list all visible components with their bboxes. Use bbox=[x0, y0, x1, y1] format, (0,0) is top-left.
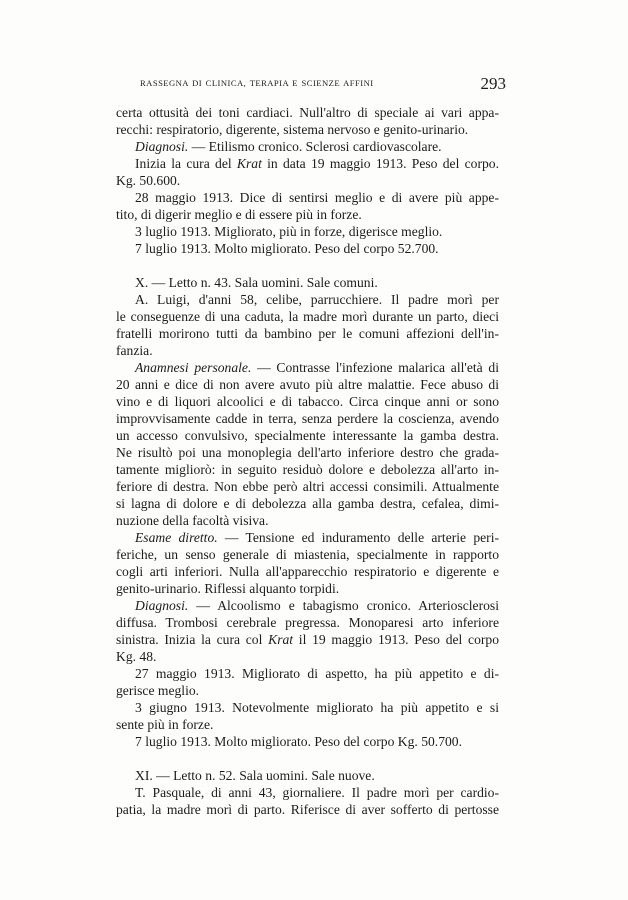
text-line bbox=[116, 631, 499, 648]
text-segment: un accesso convulsivo, specialmente interessante la gamba destra. bbox=[116, 428, 499, 443]
paragraph bbox=[116, 274, 499, 291]
italic-text: Diagnosi. bbox=[135, 139, 189, 154]
text-line bbox=[116, 784, 499, 801]
text-line bbox=[116, 648, 499, 665]
text-segment: fanzia. bbox=[116, 343, 153, 358]
text-line bbox=[116, 614, 499, 631]
text-segment: patia, la madre morì di parto. Riferisce di aver sofferto di pertosse bbox=[116, 802, 499, 817]
text-line bbox=[116, 274, 499, 291]
text-line bbox=[116, 427, 499, 444]
paragraph bbox=[116, 189, 499, 223]
text-line bbox=[116, 138, 499, 155]
section-gap bbox=[116, 257, 499, 274]
text-line bbox=[116, 121, 499, 138]
italic-text: Krat bbox=[268, 632, 294, 647]
text-line bbox=[116, 359, 499, 376]
text-line bbox=[116, 240, 499, 257]
text-segment: — Etilismo cronico. Sclerosi cardiovascolare. bbox=[188, 139, 442, 154]
text-line bbox=[116, 597, 499, 614]
italic-text: Krat bbox=[236, 156, 262, 171]
text-segment: diffusa. Trombosi cerebrale pregressa. Monoparesi arto inferiore bbox=[116, 615, 499, 630]
text-line bbox=[116, 478, 499, 495]
text-line bbox=[116, 580, 499, 597]
text-line bbox=[116, 172, 499, 189]
text-line bbox=[116, 716, 499, 733]
text-segment: T. Pasquale, di anni 43, giornaliere. Il padre morì per cardio- bbox=[135, 785, 499, 800]
text-segment: 27 maggio 1913. Migliorato di aspetto, ha più appetito e di- bbox=[135, 666, 499, 681]
running-head-title: RASSEGNA DI CLINICA, TERAPIA E SCIENZE AFFINI bbox=[140, 78, 374, 88]
text-segment: 7 luglio 1913. Molto migliorato. Peso del corpo 52.700. bbox=[135, 241, 439, 256]
paragraph bbox=[116, 699, 499, 733]
text-line bbox=[116, 495, 499, 512]
text-segment: Kg. 48. bbox=[116, 649, 157, 664]
text-line bbox=[116, 461, 499, 478]
italic-text: Esame diretto. bbox=[135, 530, 218, 545]
text-line bbox=[116, 342, 499, 359]
text-segment: 3 giugno 1913. Notevolmente migliorato ha più appetito e si bbox=[135, 700, 499, 715]
paragraph bbox=[116, 104, 499, 138]
text-line bbox=[116, 206, 499, 223]
paragraph bbox=[116, 784, 499, 818]
text-segment: in data 19 maggio 1913. Peso del corpo. bbox=[261, 156, 499, 171]
text-line bbox=[116, 546, 499, 563]
text-line bbox=[116, 733, 499, 750]
text-segment: A. Luigi, d'anni 58, celibe, parrucchiere. Il padre morì per bbox=[135, 292, 499, 307]
text-segment: si lagna di dolore e di debolezza alla gamba destra, cefalea, dimi- bbox=[116, 496, 499, 511]
paragraph bbox=[116, 529, 499, 597]
text-segment: 28 maggio 1913. Dice di sentirsi meglio e di avere più appe- bbox=[135, 190, 499, 205]
document-body bbox=[116, 104, 499, 818]
text-segment: tamente migliorò: in seguito residuò dolore e debolezza all'arto in- bbox=[116, 462, 499, 477]
paragraph bbox=[116, 359, 499, 529]
text-segment: X. — Letto n. 43. Sala uomini. Sale comuni. bbox=[135, 275, 378, 290]
text-segment: tito, di digerir meglio e di essere più in forze. bbox=[116, 207, 362, 222]
text-segment: improvvisamente cadde in terra, senza perdere la coscienza, avendo bbox=[116, 411, 499, 426]
text-segment: Ne risultò poi una monoplegia dell'arto inferiore destro che grada- bbox=[116, 445, 499, 460]
text-segment: sente più in forze. bbox=[116, 717, 214, 732]
text-line bbox=[116, 223, 499, 240]
text-line bbox=[116, 512, 499, 529]
text-line bbox=[116, 444, 499, 461]
text-line bbox=[116, 682, 499, 699]
text-segment: fratelli morirono tutti da bambino per le comuni affezioni dell'in- bbox=[116, 326, 499, 341]
text-segment: Inizia la cura del bbox=[135, 156, 237, 171]
text-line bbox=[116, 410, 499, 427]
section-gap bbox=[116, 750, 499, 767]
paragraph bbox=[116, 240, 499, 257]
paragraph bbox=[116, 291, 499, 359]
text-segment: genito-urinario. Riflessi alquanto torpidi. bbox=[116, 581, 340, 596]
text-line bbox=[116, 665, 499, 682]
text-segment: — Contrasse l'infezione malarica all'età di bbox=[251, 360, 499, 375]
italic-text: Anamnesi personale. bbox=[135, 360, 252, 375]
text-segment: sinistra. Inizia la cura col bbox=[116, 632, 269, 647]
text-segment: feriore di destra. Non ebbe però altri accessi consimili. Attualmente bbox=[116, 479, 499, 494]
text-line bbox=[116, 393, 499, 410]
text-line bbox=[116, 155, 499, 172]
text-segment: 7 luglio 1913. Molto migliorato. Peso del corpo Kg. 50.700. bbox=[135, 734, 462, 749]
text-line bbox=[116, 308, 499, 325]
text-segment: Kg. 50.600. bbox=[116, 173, 181, 188]
paragraph bbox=[116, 155, 499, 189]
text-segment: — Tensione ed induramento delle arterie peri- bbox=[217, 530, 499, 545]
paragraph bbox=[116, 597, 499, 665]
text-segment: — Alcoolismo e tabagismo cronico. Arteriosclerosi bbox=[188, 598, 499, 613]
text-segment: cogli arti inferiori. Nulla all'apparecchio respiratorio e digerente e bbox=[116, 564, 499, 579]
text-segment: le conseguenze di una caduta, la madre morì durante un parto, dieci bbox=[116, 309, 499, 324]
text-segment: 3 luglio 1913. Migliorato, più in forze, digerisce meglio. bbox=[135, 224, 443, 239]
text-line bbox=[116, 189, 499, 206]
text-segment: il 19 maggio 1913. Peso del corpo bbox=[293, 632, 499, 647]
paragraph bbox=[116, 138, 499, 155]
text-line bbox=[116, 325, 499, 342]
paragraph bbox=[116, 665, 499, 699]
text-line bbox=[116, 767, 499, 784]
text-segment: certa ottusità dei toni cardiaci. Null'altro di speciale ai vari appa- bbox=[116, 105, 499, 120]
text-segment: XI. — Letto n. 52. Sala uomini. Sale nuove. bbox=[135, 768, 375, 783]
running-header bbox=[116, 74, 506, 98]
text-line bbox=[116, 563, 499, 580]
text-line bbox=[116, 529, 499, 546]
paragraph bbox=[116, 733, 499, 750]
paragraph bbox=[116, 223, 499, 240]
text-segment: feriche, un senso generale di miastenia, specialmente in rapporto bbox=[116, 547, 499, 562]
italic-text: Diagnosi. bbox=[135, 598, 189, 613]
text-segment: nuzione della facoltà visiva. bbox=[116, 513, 269, 528]
text-segment: gerisce meglio. bbox=[116, 683, 200, 698]
paragraph bbox=[116, 767, 499, 784]
page-number: 293 bbox=[480, 74, 506, 93]
text-segment: vino e di liquori alcoolici e di tabacco. Circa cinque anni or sono bbox=[116, 394, 499, 409]
text-line bbox=[116, 801, 499, 818]
text-segment: recchi: respiratorio, digerente, sistema nervoso e genito-urinario. bbox=[116, 122, 469, 137]
text-line bbox=[116, 699, 499, 716]
text-segment: 20 anni e dice di non avere avuto più altre malattie. Fece abuso di bbox=[116, 377, 499, 392]
text-line bbox=[116, 104, 499, 121]
text-line bbox=[116, 376, 499, 393]
text-line bbox=[116, 291, 499, 308]
